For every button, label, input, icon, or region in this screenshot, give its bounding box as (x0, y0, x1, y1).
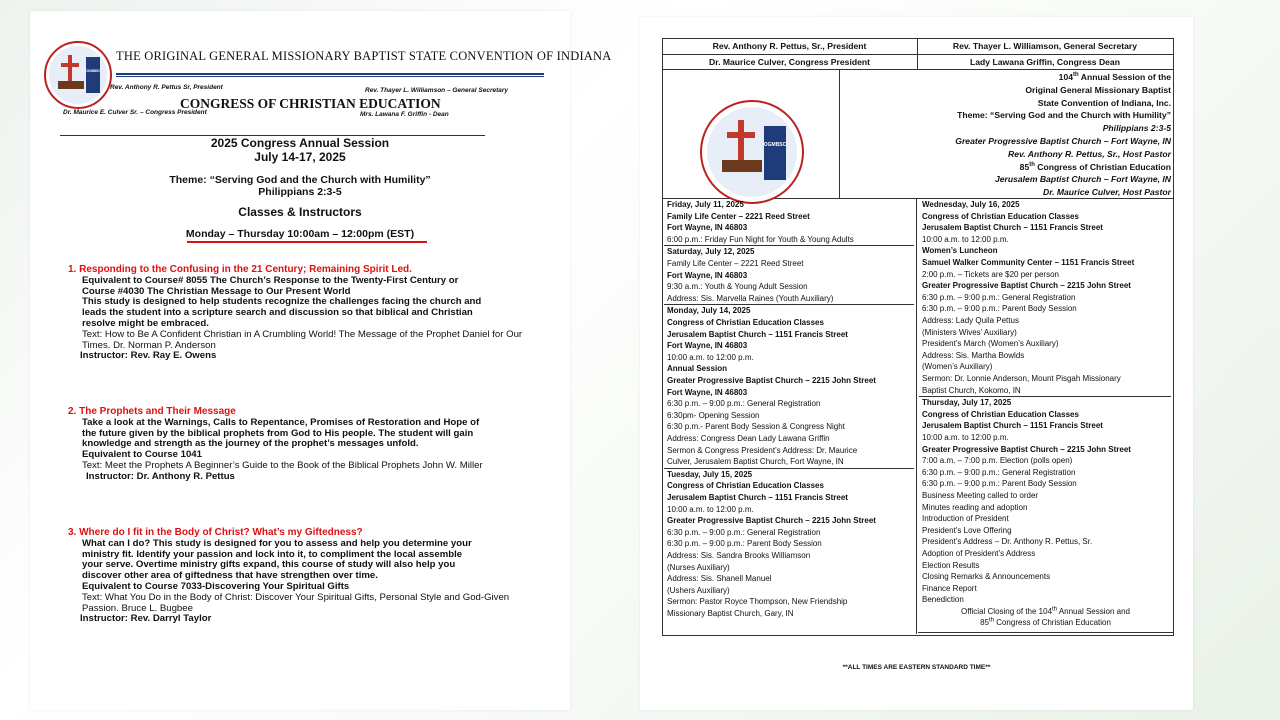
schedule-line: Baptist Church, Kokomo, IN (922, 385, 1021, 395)
congress-name: Congress of Christian Education (1034, 161, 1171, 172)
schedule-line: Culver, Jerusalem Baptist Church, Fort Wayne, IN (667, 457, 844, 467)
schedule-line: 10:00 a.m. to 12:00 p.m. (667, 352, 754, 362)
congress-number: 85 (1019, 161, 1030, 172)
president-name: Rev. Anthony R. Pettus Sr, President (110, 84, 223, 91)
course-line: What can I do? This study is designed for you to assess and help you determine your (82, 537, 472, 549)
closing2-text: 85 (980, 618, 989, 627)
hours-underline (187, 241, 427, 243)
session-line2: Original General Missionary Baptist (1025, 84, 1171, 95)
right-page (640, 17, 1193, 710)
closing-sup: th (1052, 606, 1058, 613)
theme-text: Theme: “Serving God and the Church with Humility” (169, 174, 431, 186)
schedule-line: 6:30 p.m. – 9:00 p.m.: General Registration (922, 467, 1076, 477)
schedule-line: President’s Love Offering (922, 525, 1012, 535)
schedule-line: Greater Progressive Baptist Church – 2215 John Street (922, 444, 1131, 454)
session-line1: Annual Session of the (1078, 72, 1171, 82)
secretary-cell: Rev. Thayer L. Williamson, General Secretary (952, 41, 1138, 51)
convention-name: THE ORIGINAL GENERAL MISSIONARY BAPTIST STATE CONVENTION OF INDIANA (116, 49, 612, 63)
seal-label: OGMBSC (763, 142, 787, 148)
schedule-line: 6:30 p.m. – 9:00 p.m.: General Registration (667, 399, 821, 409)
closing-note (918, 606, 1173, 628)
schedule-line: Congress of Christian Education Classes (667, 481, 824, 491)
course-line: resolve might be embraced. (82, 317, 209, 329)
course-item (68, 265, 563, 362)
schedule-line: (Women’s Auxiliary) (922, 362, 993, 372)
schedule-line: Congress of Christian Education Classes (922, 211, 1079, 221)
schedule-line: 6:30 p.m. – 9:00 p.m.: Parent Body Session (667, 539, 822, 549)
course-line: discover other area of giftedness that have strengthen over time. (82, 570, 378, 582)
schedule-line: Greater Progressive Baptist Church – 2215 John Street (667, 516, 876, 526)
schedule-line: Monday, July 14, 2025 (667, 306, 751, 316)
classes-heading: Classes & Instructors (238, 205, 362, 219)
dean-cell: Lady Lawana Griffin, Congress Dean (970, 57, 1120, 67)
theme-block (30, 174, 570, 198)
schedule-line: Adoption of President’s Address (922, 548, 1036, 558)
course-instructor: Instructor: Dr. Anthony R. Pettus (86, 470, 235, 482)
schedule-line: Greater Progressive Baptist Church – 2215 John Street (667, 375, 876, 385)
convention-seal-icon (44, 41, 112, 109)
schedule-line: Jerusalem Baptist Church – 1151 Francis Street (667, 329, 848, 339)
schedule-line: Finance Report (922, 583, 977, 593)
schedule-day (667, 305, 915, 467)
header-rule-thin (116, 76, 544, 77)
course-instructor: Instructor: Rev. Ray E. Owens (80, 350, 217, 362)
closing2-sup: th (988, 617, 994, 624)
schedule-line: Thursday, July 17, 2025 (922, 398, 1012, 408)
schedule-line: 10:00 a.m. to 12:00 p.m. (667, 504, 754, 514)
left-page (30, 11, 612, 710)
schedule-line: Annual Session (667, 364, 728, 374)
course-line: knowledge and strength as the journey of the prophet’s messages unfold. (82, 438, 419, 450)
closing-text-2: Annual Session and (1057, 607, 1130, 616)
schedule-line: Jerusalem Baptist Church – 1151 Francis Street (922, 421, 1103, 431)
schedule-line: Sermon: Dr. Lonnie Anderson, Mount Pisgah Missionary (922, 373, 1121, 383)
course-text: Text: Meet the Prophets A Beginner’s Guide to the Book of the Biblical Prophets John W. Miller (82, 459, 483, 471)
schedule-line: Fort Wayne, IN 46803 (667, 270, 748, 280)
schedule-line: Family Life Center – 2221 Reed Street (667, 211, 810, 221)
course-line: Equivalent to Course 1041 (82, 449, 202, 461)
schedule-day (922, 397, 1172, 606)
timezone-footnote: **ALL TIMES ARE EASTERN STANDARD TIME** (842, 664, 991, 671)
schedule-line: Jerusalem Baptist Church – 1151 Francis Street (922, 223, 1103, 233)
schedule-line: 6:30 p.m. – 9:00 p.m.: Parent Body Session (922, 304, 1077, 314)
course-line: Course #4030 The Christian Message to Our Present World (82, 285, 351, 297)
dean-name: Mrs. Lawana F. Griffin - Dean (360, 111, 449, 118)
course-instructor: Instructor: Rev. Darryl Taylor (80, 613, 212, 625)
schedule-line: Jerusalem Baptist Church – 1151 Francis Street (667, 492, 848, 502)
schedule-line: Greater Progressive Baptist Church – 2215 John Street (922, 281, 1131, 291)
theme-text: Theme: “Serving God and the Church with Humility” (957, 110, 1171, 121)
schedule-line: 6:30 p.m. – 9:00 p.m.: General Registration (922, 292, 1076, 302)
schedule-day (667, 199, 915, 245)
schedule-line: Business Meeting called to order (922, 490, 1039, 500)
schedule-line: Fort Wayne, IN 46803 (667, 387, 748, 397)
session-heading (30, 136, 570, 164)
course-text: Text: What You Do in the Body of Christ: Discover Your Spiritual Gifts, Personal Style and God-Given Passion. Bruce L. Bugbee (82, 591, 510, 614)
session-info: 104th Annual Session of the Original General Missionary Baptist State Convention of Indiana, Inc. Theme: “Serving God and the Church with Humility” Philippians 2:3-5 Greater Progressive Baptist Church – Fort Wayne, IN Rev. Anthony R. Pettus, Sr., Host Pastor 85th Congress of Christian Education Jerusalem Baptist Church – Fort Wayne, IN Dr. Maurice Culver, Host Pastor (955, 72, 1171, 198)
schedule-line: 10:00 a.m. to 12:00 p.m. (922, 234, 1009, 244)
host-pastor: Rev. Anthony R. Pettus, Sr., Host Pastor (1008, 148, 1171, 159)
schedule-line: Election Results (922, 560, 980, 570)
schedule-line: (Ministers Wives’ Auxiliary) (922, 327, 1017, 337)
schedule-line: Friday, July 11, 2025 (667, 200, 744, 209)
congress-church: Jerusalem Baptist Church – Fort Wayne, IN (994, 174, 1171, 185)
schedule-line: 6:30 p.m. – 9:00 p.m.: Parent Body Session (922, 479, 1077, 489)
schedule-day (922, 199, 1172, 396)
course-line: Take a look at the Warnings, Calls to Repentance, Promises of Restoration and Hope of (82, 416, 480, 428)
schedule-line: Address: Sis. Shanell Manuel (667, 574, 772, 584)
schedule-line: Benediction (922, 595, 964, 605)
course-line: the future given by the biblical prophets from God to His people. The student will gain (82, 427, 474, 439)
scripture-text: Philippians 2:3-5 (1102, 123, 1171, 134)
course-text: Text: How to Be A Confident Christian in A Crumbling World! The Message of the Prophet Daniel for Our Times. Dr. Norman P. Anderson (82, 328, 523, 351)
schedule-line: 10:00 a.m. to 12:00 p.m. (922, 432, 1009, 442)
host-church: Greater Progressive Baptist Church – Fort Wayne, IN (955, 135, 1171, 146)
session-line3: State Convention of Indiana, Inc. (1037, 97, 1171, 108)
schedule-line: Missionary Baptist Church, Gary, IN (667, 608, 794, 618)
class-hours: Monday – Thursday 10:00am – 12:00pm (EST) (185, 228, 415, 240)
schedule-line: 9:30 a.m.: Youth & Young Adult Session (667, 282, 808, 292)
course-line: ministry fit. Identify your passion and lock into it, to compliment the local assemble (82, 548, 463, 560)
schedule-line: Address: Lady Quila Pettus (922, 315, 1019, 325)
course-title: 3. Where do I fit in the Body of Christ? What’s my Giftedness? (68, 527, 363, 538)
schedule-line: Family Life Center – 2221 Reed Street (667, 258, 804, 268)
schedule-day (667, 469, 915, 620)
schedule-line: Samuel Walker Community Center – 1151 Francis Street (922, 257, 1135, 267)
course-line: This study is designed to help students recognize the challenges facing the church and (82, 296, 482, 308)
schedule-line: Sermon: Pastor Royce Thompson, New Friendship (667, 597, 848, 607)
secretary-name: Rev. Thayer L. Williamson – General Secretary (365, 87, 509, 94)
schedule-line: President’s Address – Dr. Anthony R. Pettus, Sr. (922, 537, 1093, 547)
schedule-line: Tuesday, July 15, 2025 (667, 469, 753, 479)
schedule-line: Closing Remarks & Announcements (922, 572, 1051, 582)
schedule-line: Wednesday, July 16, 2025 (922, 200, 1020, 209)
closing2-text-2: Congress of Christian Education (993, 618, 1111, 627)
schedule-line: 7:00 a.m. – 7:00 p.m. Election (polls open) (922, 456, 1073, 466)
congress-host: Dr. Maurice Culver, Host Pastor (1043, 187, 1171, 198)
course-title: 1. Responding to the Confusing in the 21 Century; Remaining Spirit Led. (68, 264, 412, 275)
schedule-line: 6:30pm- Opening Session (667, 410, 760, 420)
congress-title: CONGRESS OF CHRISTIAN EDUCATION (180, 96, 441, 111)
schedule-line: (Nurses Auxiliary) (667, 562, 730, 572)
course-line: Equivalent to Course# 8055 The Church’s Response to the Twenty-First Century or (82, 274, 459, 286)
course-line: Equivalent to Course 7033-Discovering Your Spiritual Gifts (82, 580, 350, 592)
schedule-line: Introduction of President (922, 514, 1009, 524)
schedule-line: Women’s Luncheon (922, 246, 998, 256)
header-rule (116, 73, 544, 75)
convention-seal-icon (700, 100, 804, 204)
schedule-line: 2:00 p.m. – Tickets are $20 per person (922, 269, 1059, 279)
congress-president-name: Dr. Maurice E. Culver Sr. – Congress President (63, 109, 207, 116)
schedule-line: 6:30 p.m.- Parent Body Session & Congress Night (667, 422, 845, 432)
schedule-line: Sermon & Congress President’s Address: Dr. Maurice (667, 445, 858, 455)
schedule-line: 6:00 p.m.: Friday Fun Night for Youth & Young Adults (667, 234, 854, 244)
schedule-line: Address: Sis. Sandra Brooks Williamson (667, 550, 811, 560)
course-item (68, 528, 563, 625)
schedule-day (667, 246, 915, 304)
president-cell: Rev. Anthony R. Pettus, Sr., President (712, 41, 867, 51)
session-dates: July 14-17, 2025 (254, 150, 346, 164)
schedule-line: Address: Congress Dean Lady Lawana Griffin (667, 433, 830, 443)
session-number: 104 (1058, 72, 1074, 82)
session-title: 2025 Congress Annual Session (210, 136, 390, 150)
course-title: 2. The Prophets and Their Message (68, 406, 236, 417)
schedule-line: Minutes reading and adoption (922, 502, 1028, 512)
schedule-line: 6:30 p.m. – 9:00 p.m.: General Registration (667, 527, 821, 537)
congress-president-cell: Dr. Maurice Culver, Congress President (709, 57, 870, 67)
course-line: leads the student into a scripture search and discussion so that biblical and Christian (82, 307, 473, 319)
schedule-line: Fort Wayne, IN 46803 (667, 341, 748, 351)
schedule-line: Congress of Christian Education Classes (667, 317, 824, 327)
schedule-line: Saturday, July 12, 2025 (667, 247, 755, 257)
schedule-line: Address: Sis. Martha Bowlds (922, 350, 1025, 360)
schedule-line: (Ushers Auxiliary) (667, 585, 730, 595)
seal-label: OGMBSC (85, 69, 101, 73)
scripture-text: Philippians 2:3-5 (258, 186, 342, 198)
schedule-line: Congress of Christian Education Classes (922, 409, 1079, 419)
schedule-line: President’s March (Women’s Auxiliary) (922, 339, 1059, 349)
schedule-line: Address: Sis. Marvella Raines (Youth Auxiliary) (667, 293, 834, 303)
schedule-line: Fort Wayne, IN 46803 (667, 223, 748, 233)
course-line: your serve. Overtime ministry gifts expand, this course of study will also help you (82, 559, 456, 571)
course-item (68, 407, 563, 483)
closing-text: Official Closing of the 104 (961, 607, 1053, 616)
